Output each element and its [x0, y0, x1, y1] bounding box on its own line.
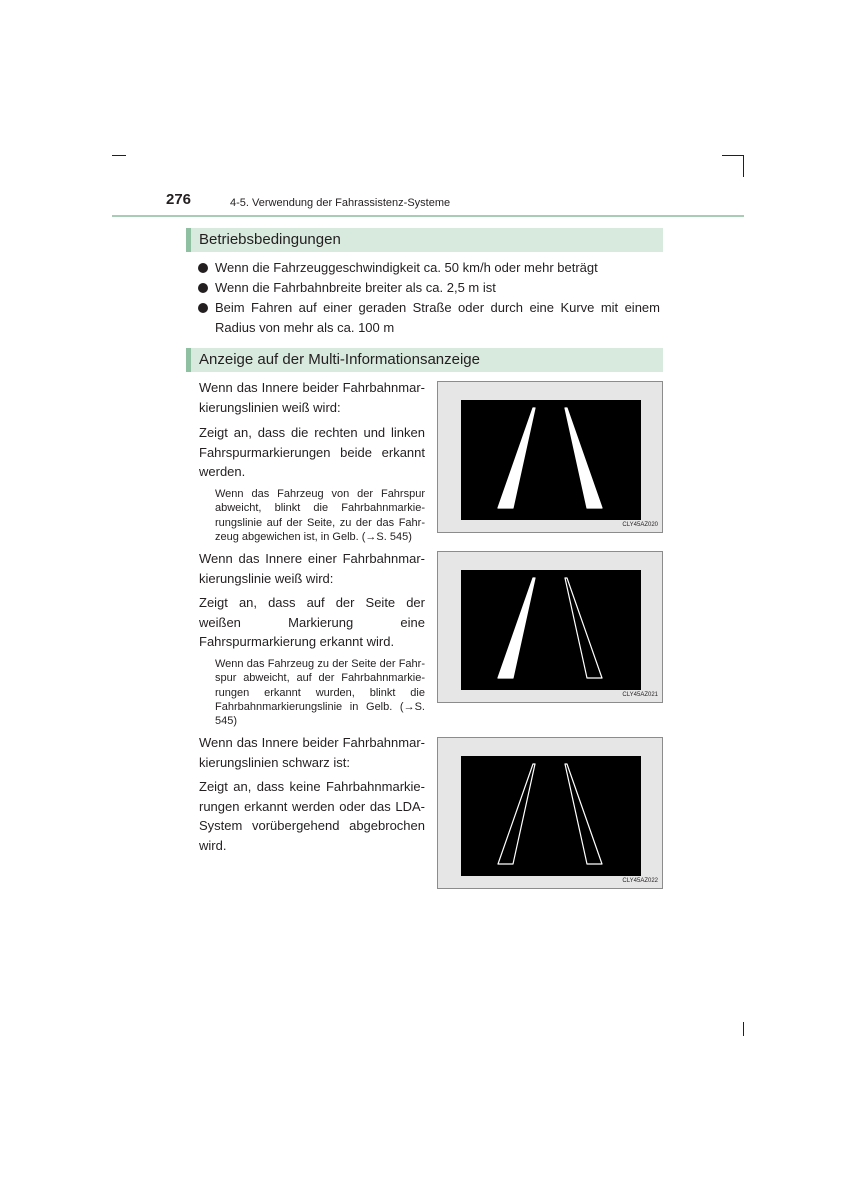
lane-lines-graphic: [461, 756, 641, 876]
list-item: [198, 258, 660, 278]
lane-lines-graphic: [461, 400, 641, 520]
operating-conditions-list: [198, 258, 660, 338]
list-item-text: Wenn die Fahrbahnbreite breiter als ca. 2,5 m ist: [215, 280, 496, 295]
list-item: [198, 298, 660, 338]
crop-mark-bottom-right: [743, 1022, 744, 1036]
crop-mark-top-right-h: [722, 155, 744, 156]
figure-lane-display: [437, 381, 663, 533]
figure-code: CLY45AZ021: [622, 692, 658, 698]
right-lane-line: [565, 408, 602, 508]
figure-code: CLY45AZ020: [622, 522, 658, 528]
lane-lines-graphic: [461, 570, 641, 690]
bullet-icon: [198, 283, 208, 293]
condition-text: Wenn das Innere beider Fahrbahnmarkierungslinien weiß wird:: [199, 380, 425, 415]
chapter-title: 4-5. Verwendung der Fahrassistenz-Systeme: [230, 197, 451, 209]
page-number: 276: [166, 191, 192, 208]
list-item-text: Beim Fahren auf einer geraden Straße oder durch eine Kurve mit einem Radius von mehr als ca. 100 m: [215, 300, 660, 335]
left-lane-line: [498, 578, 535, 678]
right-lane-line: [565, 578, 602, 678]
left-lane-line: [498, 408, 535, 508]
meaning-text: Zeigt an, dass die rechten und linken Fahrspurmarkierungen beide erkannt werden.: [199, 425, 425, 479]
crop-mark-top-right-v: [743, 155, 744, 177]
bullet-icon: [198, 303, 208, 313]
meaning-text: Zeigt an, dass keine Fahrbahnmarkierungen erkannt werden oder das LDA-System vorübergehend abgebrochen wird.: [199, 779, 425, 853]
bullet-icon: [198, 263, 208, 273]
list-item-text: Wenn die Fahrzeuggeschwindigkeit ca. 50 km/h oder mehr beträgt: [215, 260, 598, 275]
section-heading-multi-information-display: Anzeige auf der Multi-Informationsanzeige: [186, 348, 663, 372]
condition-text: Wenn das Innere beider Fahrbahnmarkierungslinien schwarz ist:: [199, 735, 425, 770]
section-heading-operating-conditions: Betriebsbedingungen: [186, 228, 663, 252]
figure-lane-display: [437, 551, 663, 703]
right-lane-line: [565, 764, 602, 864]
note-text: Wenn das Fahrzeug von der Fahrspur abweicht, blinkt die Fahrbahnmarkierungslinie auf der Seite, zu der das Fahrzeug abgewichen ist, in Gelb. (→S. 545): [215, 488, 425, 543]
figure-lane-display: [437, 737, 663, 889]
display-screen: [461, 570, 641, 690]
crop-mark-top-left: [112, 155, 126, 156]
note-text: Wenn das Fahrzeug zu der Seite der Fahrspur abweicht, auf der Fahrbahnmarkierungen erkannt wurden, blinkt die Fahrbahnmarkierungslinie in Gelb. (→S. 545): [215, 658, 425, 728]
condition-text: Wenn das Innere einer Fahrbahnmarkierungslinie weiß wird:: [199, 551, 425, 586]
left-lane-line: [498, 764, 535, 864]
list-item: [198, 278, 660, 298]
header-rule: [112, 215, 744, 217]
display-screen: [461, 756, 641, 876]
figure-code: CLY45AZ022: [622, 878, 658, 884]
meaning-text: Zeigt an, dass auf der Seite der weißen Markierung eine Fahrspurmarkierung erkannt wird.: [199, 595, 425, 649]
display-screen: [461, 400, 641, 520]
